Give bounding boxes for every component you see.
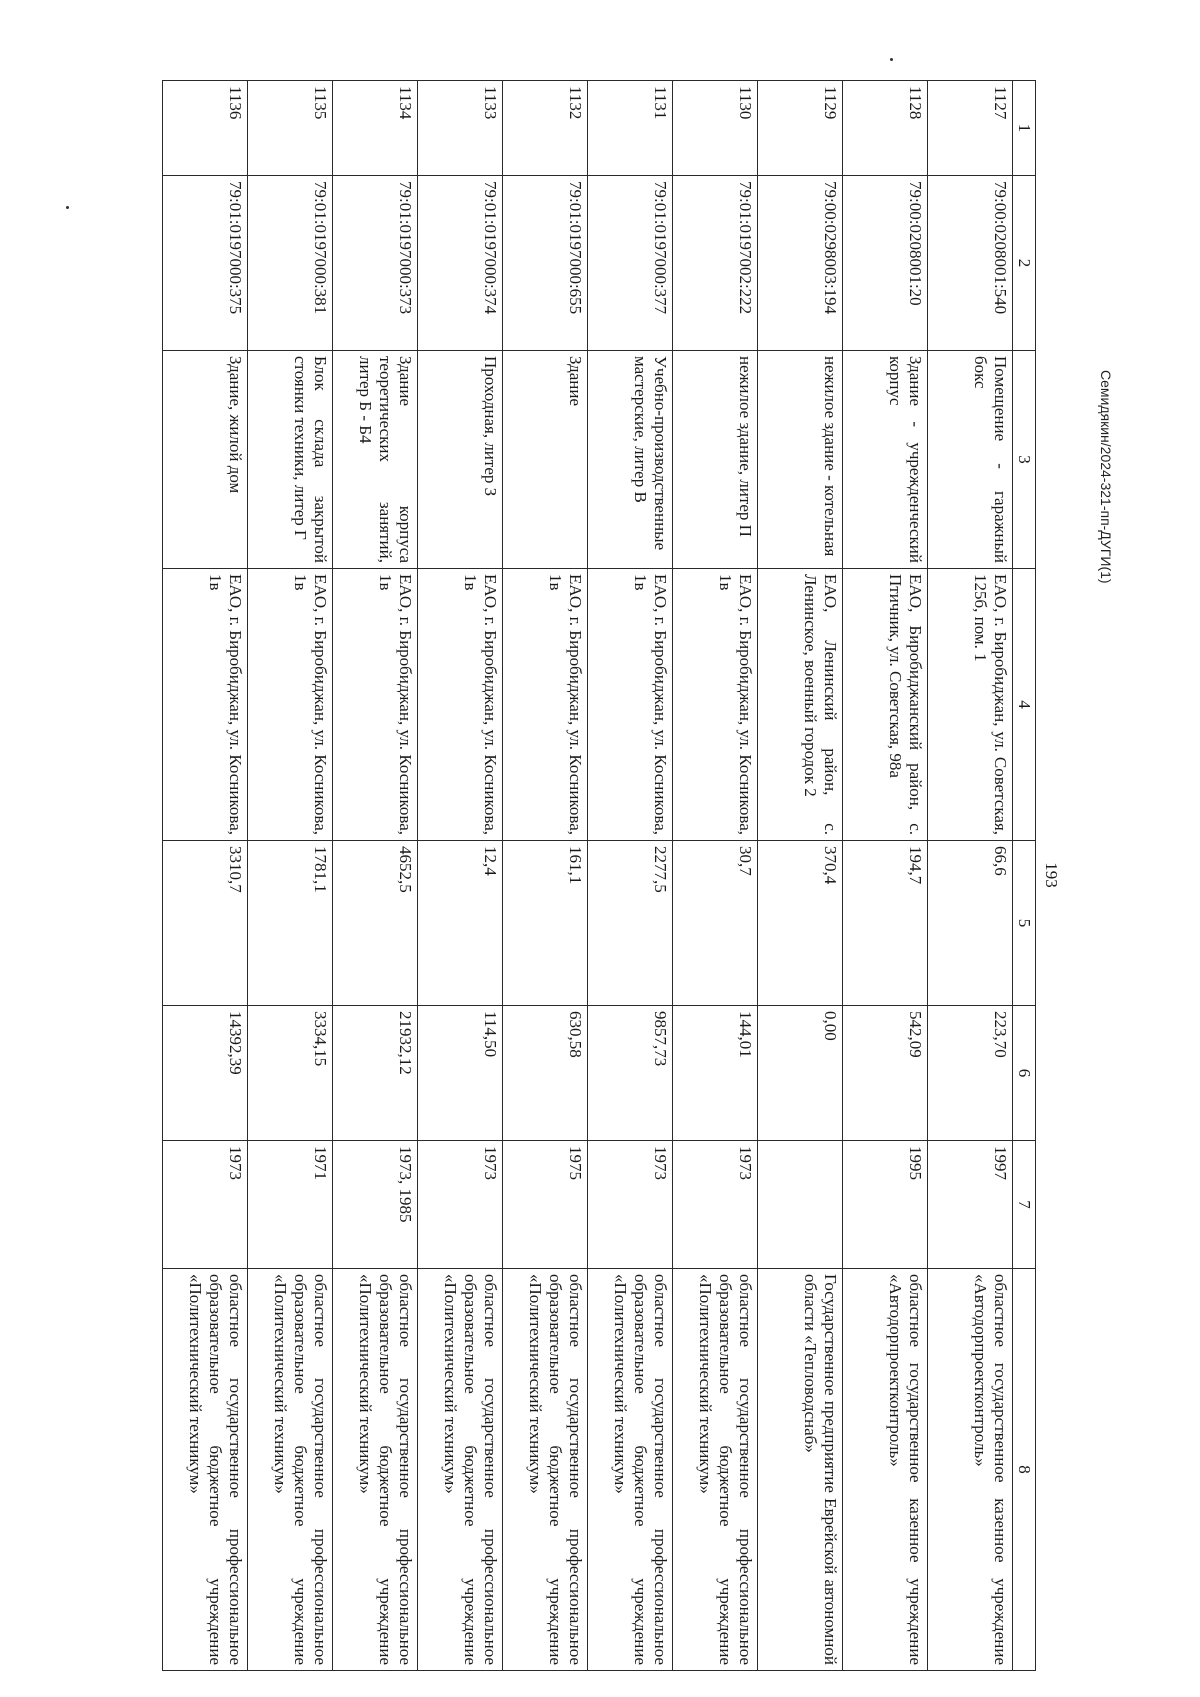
right-holder: Государственное предприятие Еврейской автономной области «Тепловодснаб» [758, 1269, 843, 1671]
object-address: ЕАО, г. Биробиджан, ул. Косникова, 1в [503, 569, 588, 841]
object-name: нежилое здание - котельная [758, 351, 843, 569]
object-address: ЕАО, г. Биробиджан, ул. Косникова, 1в [333, 569, 418, 841]
column-number-header: 5 [1013, 841, 1036, 1006]
cadastral-number: 79:00:0208001:540 [928, 176, 1013, 351]
right-holder: областное государственное казенное учреждение «Автодорпроектконтроль» [843, 1269, 928, 1671]
column-number-header: 1 [1013, 81, 1036, 176]
year-built: 1973 [588, 1141, 673, 1269]
object-area: 194,7 [843, 841, 928, 1006]
scan-speck [890, 58, 893, 61]
book-value: 9857,73 [588, 1006, 673, 1141]
object-name: Учебно-производственные мастерские, литер В [588, 351, 673, 569]
cadastral-number: 79:01:0197000:373 [333, 176, 418, 351]
right-holder: областное государственное профессиональное образовательное бюджетное учреждение «Политехнический техникум» [588, 1269, 673, 1671]
right-holder: областное государственное профессиональное образовательное бюджетное учреждение «Политехнический техникум» [248, 1269, 333, 1671]
column-number-header: 3 [1013, 351, 1036, 569]
object-name: Здание корпуса теоретических занятий, литер Б - Б4 [333, 351, 418, 569]
table-row [248, 81, 333, 1671]
document-footer-code: Семидякин/2024-321-пп-ДУГИ(1) [1098, 370, 1114, 584]
column-number-header: 7 [1013, 1141, 1036, 1269]
cadastral-number: 79:01:0197002:222 [673, 176, 758, 351]
row-number: 1129 [758, 81, 843, 176]
table-row [843, 81, 928, 1671]
right-holder: областное государственное профессиональное образовательное бюджетное учреждение «Политехнический техникум» [333, 1269, 418, 1671]
table-row [503, 81, 588, 1671]
column-number-header: 2 [1013, 176, 1036, 351]
year-built: 1975 [503, 1141, 588, 1269]
object-address: ЕАО, г. Биробиджан, ул. Косникова, 1в [673, 569, 758, 841]
object-address: ЕАО, г. Биробиджан, ул. Советская, 125б, пом. 1 [928, 569, 1013, 841]
table-row [588, 81, 673, 1671]
object-area: 66,6 [928, 841, 1013, 1006]
object-name: Проходная, литер З [418, 351, 503, 569]
row-number: 1135 [248, 81, 333, 176]
table-row [928, 81, 1013, 1671]
cadastral-number: 79:01:0197000:381 [248, 176, 333, 351]
cadastral-number: 79:01:0197000:374 [418, 176, 503, 351]
right-holder: областное государственное профессиональное образовательное бюджетное учреждение «Политехнический техникум» [503, 1269, 588, 1671]
table-row [333, 81, 418, 1671]
object-name: Блок склада закрытой стоянки техники, литер Г [248, 351, 333, 569]
table-row [163, 81, 248, 1671]
right-holder: областное государственное профессиональное образовательное бюджетное учреждение «Политехнический техникум» [418, 1269, 503, 1671]
cadastral-number: 79:00:0298003:194 [758, 176, 843, 351]
column-number-header: 6 [1013, 1006, 1036, 1141]
row-number: 1128 [843, 81, 928, 176]
table-row [418, 81, 503, 1671]
book-value: 223,70 [928, 1006, 1013, 1141]
year-built: 1971 [248, 1141, 333, 1269]
object-name: Помещение - гаражный бокс [928, 351, 1013, 569]
object-address: ЕАО, г. Биробиджан, ул. Косникова, 1в [163, 569, 248, 841]
cadastral-number: 79:00:0208001:20 [843, 176, 928, 351]
book-value: 21932,12 [333, 1006, 418, 1141]
right-holder: областное государственное профессиональное образовательное бюджетное учреждение «Политехнический техникум» [163, 1269, 248, 1671]
column-number-header: 8 [1013, 1269, 1036, 1671]
year-built: 1997 [928, 1141, 1013, 1269]
object-address: ЕАО, г. Биробиджан, ул. Косникова, 1в [588, 569, 673, 841]
object-address: ЕАО, Биробиджанский район, с. Птичник, ул. Советская, 98а [843, 569, 928, 841]
book-value: 630,58 [503, 1006, 588, 1141]
object-name: Здание, жилой дом [163, 351, 248, 569]
object-name: нежилое здание, литер П [673, 351, 758, 569]
column-number-header: 4 [1013, 569, 1036, 841]
row-number: 1132 [503, 81, 588, 176]
right-holder: областное государственное казенное учреждение «Автодорпроектконтроль» [928, 1269, 1013, 1671]
row-number: 1134 [333, 81, 418, 176]
property-table [162, 80, 1036, 1671]
right-holder: областное государственное профессиональное образовательное бюджетное учреждение «Политехнический техникум» [673, 1269, 758, 1671]
year-built: 1995 [843, 1141, 928, 1269]
book-value: 114,50 [418, 1006, 503, 1141]
object-area: 2277,5 [588, 841, 673, 1006]
table-row [758, 81, 843, 1671]
table-row [673, 81, 758, 1671]
cadastral-number: 79:01:0197000:377 [588, 176, 673, 351]
header-row [1013, 81, 1036, 1671]
object-name: Здание [503, 351, 588, 569]
row-number: 1131 [588, 81, 673, 176]
year-built: 1973, 1985 [333, 1141, 418, 1269]
row-number: 1133 [418, 81, 503, 176]
scan-speck [66, 206, 69, 209]
object-area: 161,1 [503, 841, 588, 1006]
row-number: 1130 [673, 81, 758, 176]
rotated-page [84, 80, 1064, 1670]
book-value: 14392,39 [163, 1006, 248, 1141]
year-built: 1973 [163, 1141, 248, 1269]
year-built: 1973 [673, 1141, 758, 1269]
object-area: 1781,1 [248, 841, 333, 1006]
row-number: 1127 [928, 81, 1013, 176]
object-area: 3310,7 [163, 841, 248, 1006]
book-value: 3334,15 [248, 1006, 333, 1141]
object-area: 12,4 [418, 841, 503, 1006]
year-built: 1973 [418, 1141, 503, 1269]
cadastral-number: 79:01:0197000:655 [503, 176, 588, 351]
cadastral-number: 79:01:0197000:375 [163, 176, 248, 351]
book-value: 144,01 [673, 1006, 758, 1141]
row-number: 1136 [163, 81, 248, 176]
year-built [758, 1141, 843, 1269]
object-name: Здание - учрежденческий корпус [843, 351, 928, 569]
object-address: ЕАО, г. Биробиджан, ул. Косникова, 1в [248, 569, 333, 841]
page-number: 193 [1042, 862, 1061, 888]
object-address: ЕАО, Ленинский район, с. Ленинское, военный городок 2 [758, 569, 843, 841]
object-area: 30,7 [673, 841, 758, 1006]
book-value: 542,09 [843, 1006, 928, 1141]
book-value: 0,00 [758, 1006, 843, 1141]
object-address: ЕАО, г. Биробиджан, ул. Косникова, 1в [418, 569, 503, 841]
object-area: 4652,5 [333, 841, 418, 1006]
object-area: 370,4 [758, 841, 843, 1006]
